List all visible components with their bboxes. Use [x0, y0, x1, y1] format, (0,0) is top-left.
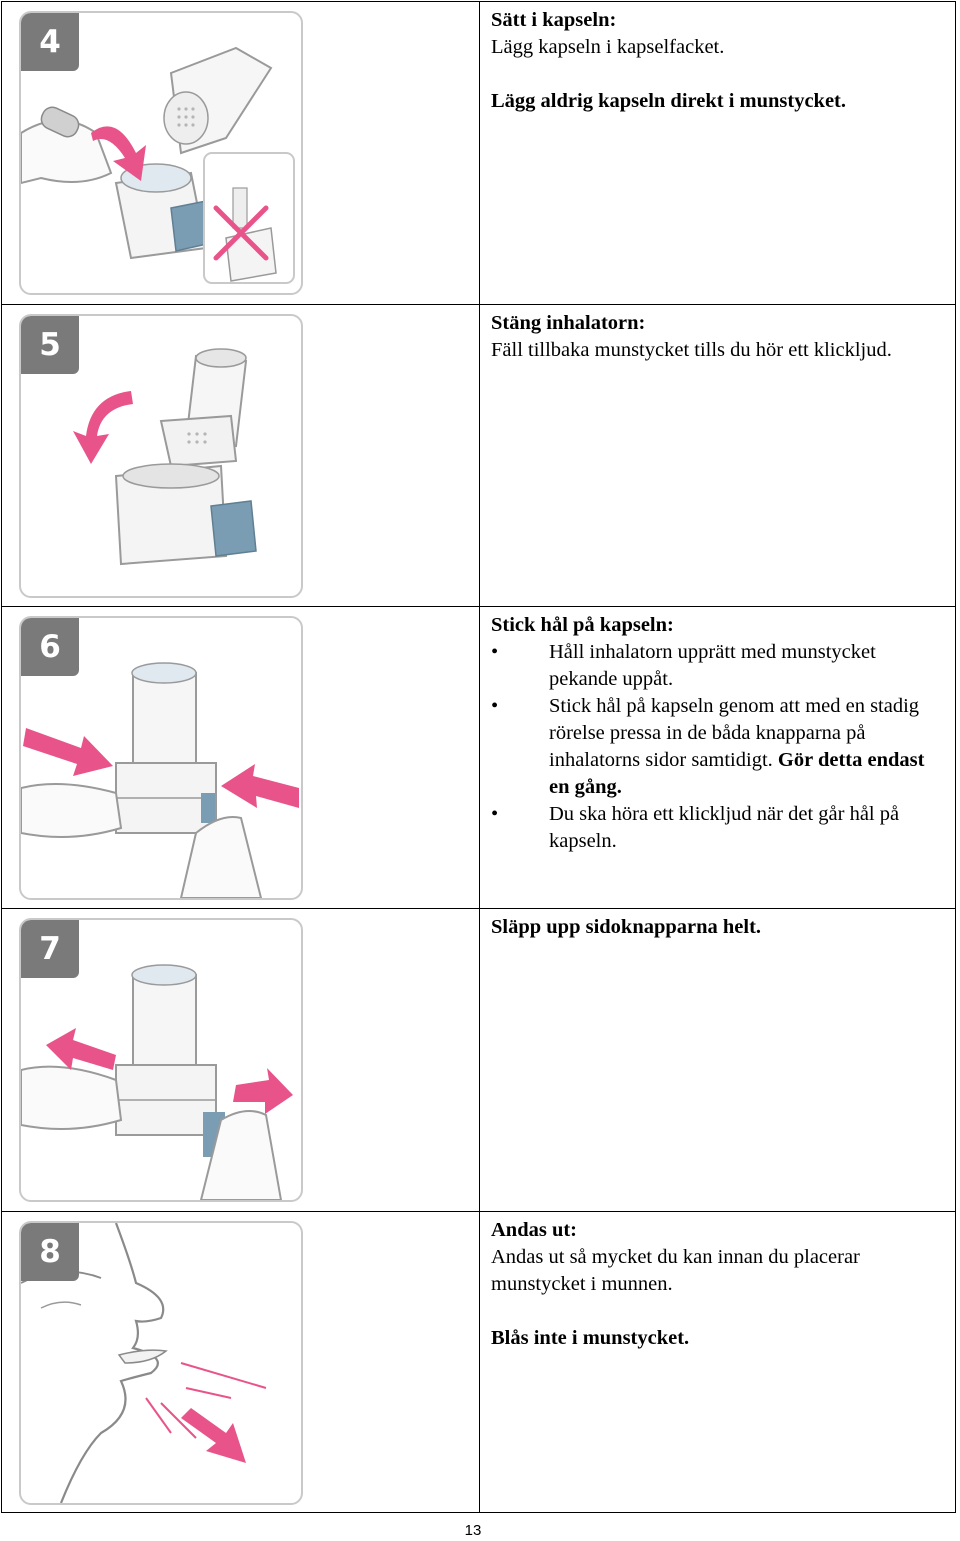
step-6-image-cell — [2, 607, 480, 909]
step-7-heading: Släpp upp sidoknapparna helt. — [491, 916, 762, 938]
step-row-5 — [2, 305, 956, 607]
step-6-bullet-list — [491, 639, 941, 855]
step-8-heading: Andas ut: — [491, 1219, 578, 1241]
step-4-heading: Sätt i kapseln: — [491, 9, 617, 31]
step-4-instruction: Lägg kapseln i kapselfacket. — [491, 36, 725, 58]
step-6-illustration — [19, 616, 303, 900]
step-5-image-cell — [2, 305, 480, 607]
step-row-8 — [2, 1212, 956, 1513]
instruction-table — [1, 1, 956, 1513]
step-8-illustration — [19, 1221, 303, 1505]
step-7-illustration — [19, 918, 303, 1202]
step-5-text-cell — [480, 305, 956, 607]
step-row-7 — [2, 909, 956, 1212]
step-4-image-cell — [2, 2, 480, 305]
step-4-illustration — [19, 11, 303, 295]
step-5-instruction: Fäll tillbaka munstycket tills du hör ett klickljud. — [491, 339, 892, 361]
step-6-emphasis: Gör detta endast en gång. — [549, 749, 925, 798]
step-number-badge: 8 — [21, 1223, 79, 1281]
step-8-image-cell — [2, 1212, 480, 1513]
step-6-text-cell — [480, 607, 956, 909]
step-8-instruction: Andas ut så mycket du kan innan du placerar munstycket i munnen. — [491, 1246, 860, 1295]
step-row-4 — [2, 2, 956, 305]
step-number-badge: 5 — [21, 316, 79, 374]
step-5-illustration — [19, 314, 303, 598]
step-6-heading: Stick hål på kapseln: — [491, 614, 674, 636]
step-number-badge: 4 — [21, 13, 79, 71]
step-row-6 — [2, 607, 956, 909]
step-4-warning: Lägg aldrig kapseln direkt i munstycket. — [491, 90, 846, 112]
step-8-warning: Blås inte i munstycket. — [491, 1327, 690, 1349]
step-number-badge: 6 — [21, 618, 79, 676]
list-item: • Du ska höra ett klickljud när det går hål på kapseln. — [491, 801, 941, 855]
step-7-text-cell — [480, 909, 956, 1212]
step-7-image-cell — [2, 909, 480, 1212]
step-8-text-cell — [480, 1212, 956, 1513]
step-5-heading: Stäng inhalatorn: — [491, 312, 646, 334]
list-item: • Håll inhalatorn upprätt med munstycket pekande uppåt. — [491, 639, 941, 693]
list-item: • Stick hål på kapseln genom att med en stadig rörelse pressa in de båda knapparna på inhalatorns sidor samtidigt. Gör detta endast en gång. — [491, 693, 941, 801]
page-number: 13 — [464, 1522, 482, 1539]
step-4-text-cell — [480, 2, 956, 305]
step-number-badge: 7 — [21, 920, 79, 978]
